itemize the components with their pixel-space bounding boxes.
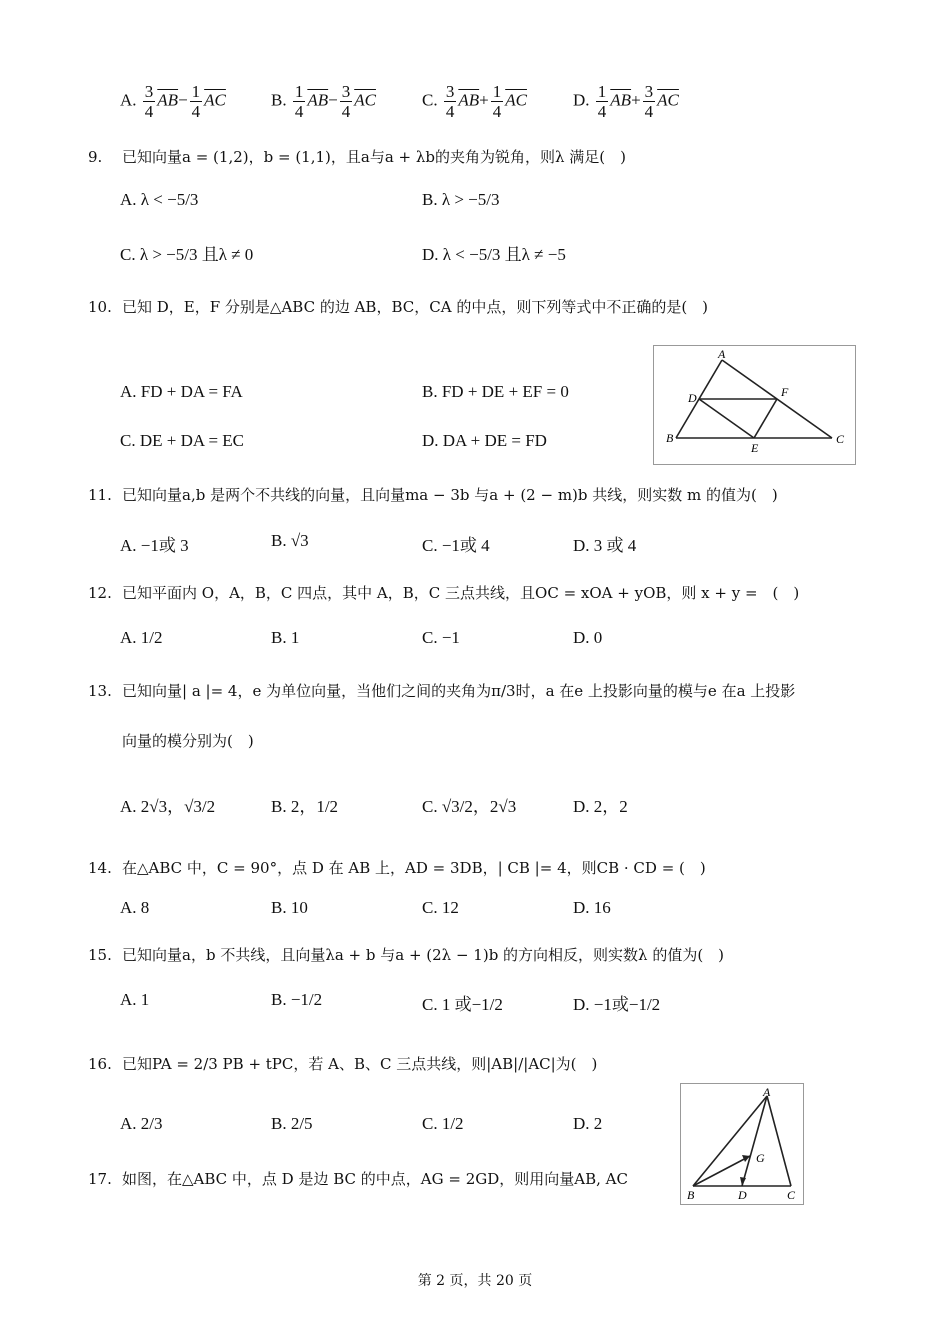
q10-option-d: D. DA + DE = FD	[422, 431, 547, 450]
q10-label-f: F	[781, 385, 789, 399]
q9-stem: 9. 已知向量a = (1,2)，b = (1,1)，且a与a + λb的夹角为锐角，则λ 满足( )	[88, 148, 626, 166]
q13-stem-continued: 向量的模分别为( )	[122, 732, 254, 750]
q16-option-a: A. 2/3	[120, 1114, 163, 1133]
q17-triangle-figure	[680, 1083, 804, 1205]
q10-label-c: C	[836, 432, 845, 446]
q17-label-b: B	[687, 1188, 695, 1202]
q10-option-b: B. FD + DE + EF = 0	[422, 382, 569, 401]
q14-option-d: D. 16	[573, 898, 611, 917]
q11-option-d: D. 3 或 4	[573, 536, 637, 555]
q10-label-b: B	[666, 431, 674, 445]
q17-label-a: A	[763, 1085, 771, 1099]
q8-option-d: D. $\frac{1}{4}$ $\overline{AB}+$ $\frac{3}{4}$ $\overline{AC}$	[573, 82, 679, 121]
q10-label-e: E	[751, 441, 759, 455]
q13-option-d: D. 2，2	[573, 797, 628, 816]
q11-option-c: C. −1或 4	[422, 536, 490, 555]
q8-option-b: B. $\frac{1}{4}$ $\overline{AB}-$ $\frac{3}{4}$ $\overline{AC}$	[271, 82, 376, 121]
q17-label-c: C	[787, 1188, 796, 1202]
q10-option-c: C. DE + DA = EC	[120, 431, 245, 450]
q8-option-a: A. $\frac{3}{4}$ $\overline{AB}-$ $\frac{1}{4}$ $\overline{AC}$	[120, 82, 226, 121]
q10-label-a: A	[718, 347, 726, 361]
q9-option-a: A. λ < −5/3	[120, 190, 199, 209]
q12-option-d: D. 0	[573, 628, 603, 647]
q17-triangle-svg	[681, 1084, 803, 1204]
q13-option-b: B. 2，1/2	[271, 797, 339, 816]
q13-option-c: C. √3/2，2√3	[422, 797, 517, 816]
q13-option-a: A. 2√3，√3/2	[120, 797, 216, 816]
q14-option-a: A. 8	[120, 898, 150, 917]
q15-option-a: A. 1	[120, 990, 150, 1009]
q15-option-b: B. −1/2	[271, 990, 323, 1009]
q14-option-b: B. 10	[271, 898, 308, 917]
q10-triangle-figure	[653, 345, 856, 465]
q10-triangle-svg	[654, 346, 855, 464]
q16-stem: 16. 已知PA = 2/3 PB + tPC，若 A、B、C 三点共线，则|AB|/|AC|为( )	[88, 1055, 598, 1073]
q17-label-g: G	[756, 1151, 765, 1165]
q16-option-c: C. 1/2	[422, 1114, 464, 1133]
q16-option-b: B. 2/5	[271, 1114, 313, 1133]
page-footer: 第 2 页，共 20 页	[417, 1273, 533, 1289]
q11-stem: 11. 已知向量a,b 是两个不共线的向量，且向量ma − 3b 与a + (2 − m)b 共线，则实数 m 的值为( )	[88, 486, 778, 504]
q11-option-b: B. √3	[271, 531, 309, 550]
q16-option-d: D. 2	[573, 1114, 603, 1133]
q15-option-c: C. 1 或−1/2	[422, 995, 503, 1014]
q12-option-a: A. 1/2	[120, 628, 163, 647]
q9-option-d: D. λ < −5/3 且λ ≠ −5	[422, 245, 566, 264]
q10-option-a: A. FD + DA = FA	[120, 382, 243, 401]
q10-label-d: D	[688, 391, 697, 405]
q13-stem: 13. 已知向量| a |= 4，e 为单位向量，当他们之间的夹角为π/3时，a 在e 上投影向量的模与e 在a 上投影	[88, 682, 796, 700]
q11-option-a: A. −1或 3	[120, 536, 189, 555]
q17-stem: 17. 如图，在△ABC 中，点 D 是边 BC 的中点，AG = 2GD，则用向量AB, AC	[88, 1170, 628, 1188]
q14-stem: 14. 在△ABC 中，C = 90°，点 D 在 AB 上，AD = 3DB，| CB |= 4，则CB · CD = ( )	[88, 859, 706, 877]
q12-option-c: C. −1	[422, 628, 460, 647]
q17-label-d: D	[738, 1188, 747, 1202]
q8-option-c: C. $\frac{3}{4}$ $\overline{AB}+$ $\frac{1}{4}$ $\overline{AC}$	[422, 82, 527, 121]
q9-option-c: C. λ > −5/3 且λ ≠ 0	[120, 245, 254, 264]
q12-stem: 12. 已知平面内 O，A，B，C 四点，其中 A，B，C 三点共线，且OC = xOA + yOB，则 x + y = ( )	[88, 584, 800, 602]
q10-stem: 10. 已知 D，E，F 分别是△ABC 的边 AB，BC，CA 的中点，则下列等式中不正确的是( )	[88, 298, 709, 316]
q15-option-d: D. −1或−1/2	[573, 995, 661, 1014]
q9-option-b: B. λ > −5/3	[422, 190, 500, 209]
q15-stem: 15. 已知向量a，b 不共线，且向量λa + b 与a + (2λ − 1)b 的方向相反，则实数λ 的值为( )	[88, 946, 725, 964]
q12-option-b: B. 1	[271, 628, 300, 647]
q14-option-c: C. 12	[422, 898, 459, 917]
